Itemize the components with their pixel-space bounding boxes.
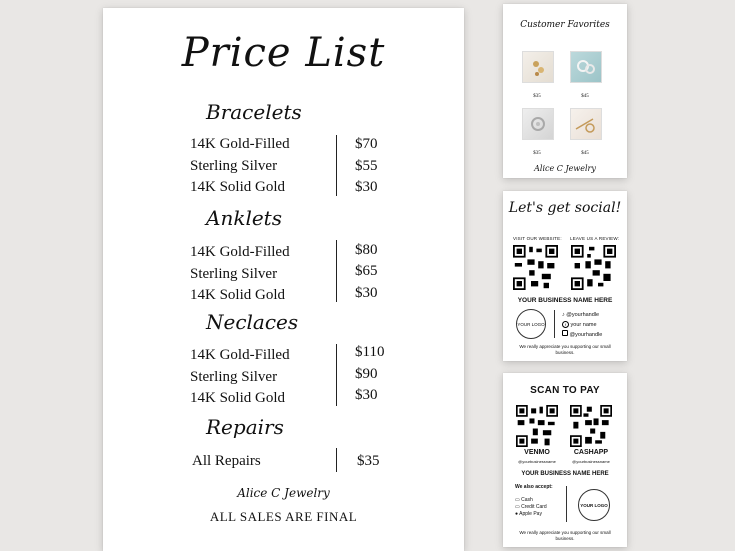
jewelry-photo xyxy=(522,51,554,83)
earring-icon xyxy=(523,52,553,82)
pay-card xyxy=(503,373,627,547)
divider-line xyxy=(554,310,555,338)
item-price: $55 xyxy=(355,158,378,174)
ring-icon xyxy=(571,109,601,139)
cash-icon: ▭ xyxy=(515,497,520,503)
appreciation-note: We really appreciate you supporting our small business. xyxy=(519,344,611,355)
jewelry-photo xyxy=(570,51,602,83)
section-repairs: Repairs xyxy=(206,415,284,439)
business-name: YOUR BUSINESS NAME HERE xyxy=(521,471,609,477)
item-name: 14K Solid Gold xyxy=(190,179,286,195)
qr-code-website xyxy=(513,245,558,290)
tiktok-icon: ♪ xyxy=(562,312,565,318)
accept-item-card: ▭ Credit Card xyxy=(515,504,547,510)
item-name: Sterling Silver xyxy=(190,266,278,282)
final-sale-notice: ALL SALES ARE FINAL xyxy=(209,509,358,524)
item-price: $35 xyxy=(357,453,380,469)
section-necklaces: Neclaces xyxy=(206,310,299,334)
price-list-card xyxy=(103,8,464,551)
favorites-card xyxy=(503,4,627,178)
logo-text: YOUR LOGO xyxy=(517,321,545,327)
venmo-label: VENMO xyxy=(524,449,550,456)
facebook-handle: f your name xyxy=(562,321,597,328)
favorites-title: Customer Favorites xyxy=(520,20,610,30)
facebook-icon: f xyxy=(562,321,569,328)
item-price: $45 xyxy=(581,151,589,156)
social-card xyxy=(503,191,627,361)
item-name: 14K Gold-Filled xyxy=(190,244,290,260)
accept-item-cash: ▭ Cash xyxy=(515,497,533,503)
logo-placeholder xyxy=(516,309,546,339)
price-list-title: Price List xyxy=(181,30,386,76)
section-bracelets: Bracelets xyxy=(206,100,302,124)
divider-line xyxy=(566,486,567,522)
divider-line xyxy=(336,135,337,196)
instagram-handle: @yourhandle xyxy=(562,330,602,338)
logo-placeholder xyxy=(578,489,610,521)
item-price: $110 xyxy=(355,344,385,360)
divider-line xyxy=(336,240,337,302)
business-name: YOUR BUSINESS NAME HERE xyxy=(517,297,613,304)
item-name: All Repairs xyxy=(192,453,261,469)
item-name: Sterling Silver xyxy=(190,369,278,385)
item-price: $30 xyxy=(355,387,378,403)
item-name: 14K Solid Gold xyxy=(190,287,286,303)
item-price: $35 xyxy=(533,151,541,156)
qr-code-review xyxy=(571,245,616,290)
brand-signature: Alice C Jewelry xyxy=(534,164,596,173)
accept-item-applepay: ● Apple Pay xyxy=(515,511,542,517)
item-price: $70 xyxy=(355,136,378,152)
divider-line xyxy=(336,448,337,472)
item-price: $30 xyxy=(355,285,378,301)
cashapp-handle: @yourbusinessname xyxy=(572,459,610,464)
apple-icon: ● xyxy=(515,511,519,517)
item-name: 14K Solid Gold xyxy=(190,390,286,406)
accept-heading: We also accept: xyxy=(515,484,553,490)
item-price: $65 xyxy=(355,263,378,279)
venmo-handle: @yourbusinessname xyxy=(518,459,556,464)
item-price: $90 xyxy=(355,366,378,382)
instagram-icon xyxy=(562,330,568,336)
tiktok-handle: ♪ @yourhandle xyxy=(562,312,600,318)
item-price: $45 xyxy=(581,94,589,99)
review-label: LEAVE US A REVIEW: xyxy=(570,236,620,241)
social-title: Let's get social! xyxy=(508,200,622,216)
necklace-icon xyxy=(523,109,553,139)
jewelry-photo xyxy=(570,108,602,140)
item-name: 14K Gold-Filled xyxy=(190,136,290,152)
jewelry-photo xyxy=(522,108,554,140)
credit-card-icon: ▭ xyxy=(515,504,520,510)
brand-signature: Alice C Jewelry xyxy=(237,486,330,500)
divider-line xyxy=(336,344,337,406)
appreciation-note: We really appreciate you supporting our small business. xyxy=(519,530,611,541)
item-price: $35 xyxy=(533,94,541,99)
cashapp-label: CASHAPP xyxy=(573,449,609,456)
item-price: $80 xyxy=(355,242,378,258)
qr-code-venmo xyxy=(516,405,558,447)
section-anklets: Anklets xyxy=(206,206,282,230)
item-name: 14K Gold-Filled xyxy=(190,347,290,363)
item-name: Sterling Silver xyxy=(190,158,278,174)
pay-title: SCAN TO PAY xyxy=(530,385,600,396)
website-label: VISIT OUR WEBSITE: xyxy=(513,236,562,241)
qr-code-cashapp xyxy=(570,405,612,447)
ring-icon xyxy=(571,52,601,82)
item-price: $30 xyxy=(355,179,378,195)
logo-text: YOUR LOGO xyxy=(580,502,608,508)
